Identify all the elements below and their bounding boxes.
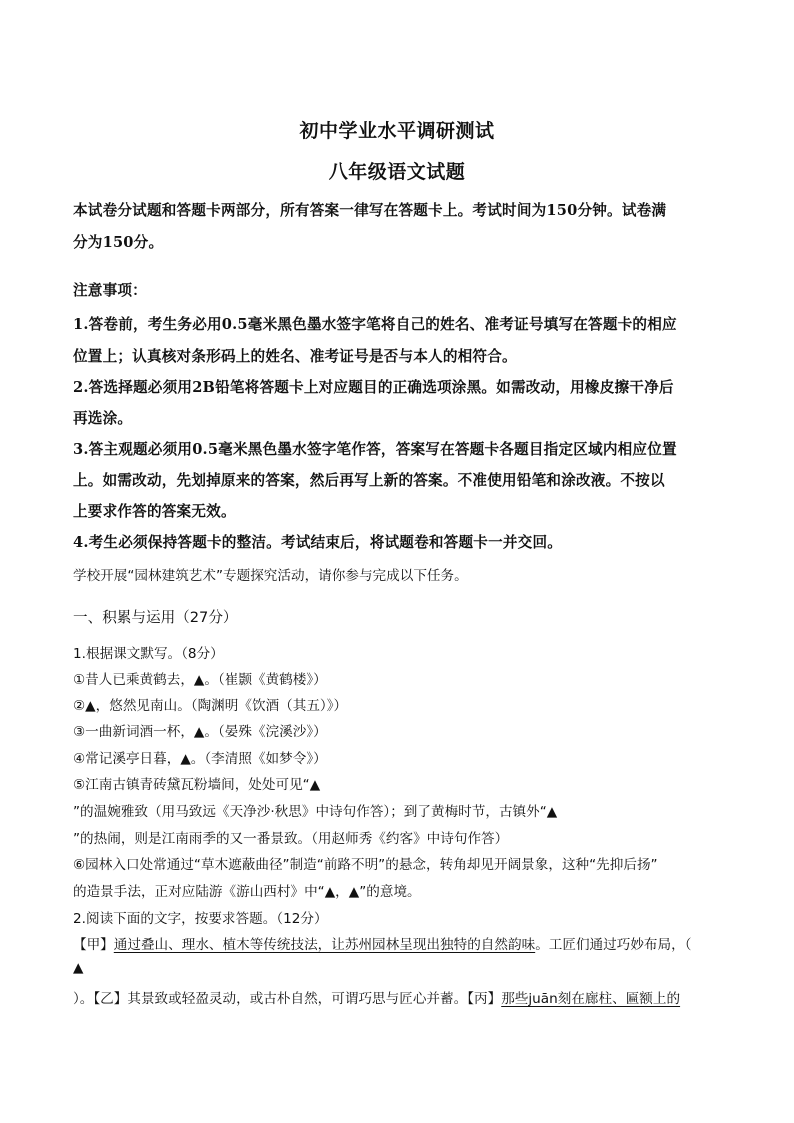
note-4: 4.考生必须保持答题卡的整洁。考试结束后，将试题卷和答题卡一并交回。 — [73, 534, 563, 551]
question-1-item-6-line-2: 的造景手法，正对应陆游《游山西村》中“▲，▲”的意境。 — [73, 884, 421, 900]
passage-underlined-sentence-jia: 通过叠山、理水、植木等传统技法，让苏州园林呈现出独特的自然韵味 — [113, 937, 536, 953]
note-3-line-3: 上要求作答的答案无效。 — [73, 503, 236, 520]
question-1-item-2: ②▲，悠然见南山。（陶渊明《饮酒（其五）》） — [73, 698, 348, 714]
note-2-line-1: 2.答选择题必须用2B铅笔将答题卡上对应题目的正确选项涂黑。如需改动，用橡皮擦干净后 — [73, 379, 674, 396]
exam-subtitle: 八年级语文试题 — [328, 161, 466, 183]
note-1-line-1: 1.答卷前，考生务必用0.5毫米黑色墨水签字笔将自己的姓名、准考证号填写在答题卡的相应 — [73, 316, 677, 333]
question-1: 1.根据课文默写。（8分） — [73, 646, 224, 662]
question-1-item-1: ①昔人已乘黄鹤去，▲。（崔颢《黄鹤楼》） — [73, 672, 327, 688]
exam-title: 初中学业水平调研测试 — [299, 120, 495, 142]
question-1-item-3: ③一曲新词酒一杯，▲。（晏殊《浣溪沙》） — [73, 724, 327, 740]
note-1-line-2: 位置上；认真核对条形码上的姓名、准考证号是否与本人的相符合。 — [73, 348, 517, 365]
notes-heading: 注意事项： — [73, 282, 147, 299]
intro-line-2: 分为150分。 — [73, 234, 164, 251]
section-1-heading: 一、积累与运用（27分） — [73, 609, 238, 626]
question-2: 2.阅读下面的文字，按要求答题。（12分） — [73, 911, 328, 927]
question-1-item-5-line-3: ”的热闹，则是江南雨季的又一番景致。（用赵师秀《约客》中诗句作答） — [73, 831, 509, 847]
passage-label-jia: 【甲】 — [73, 937, 114, 953]
note-2-line-2: 再选涂。 — [73, 410, 133, 427]
passage-line-3 — [73, 987, 723, 1007]
passage-blank-marker: ▲ — [73, 960, 84, 976]
passage-line-1-rest: 。工匠们通过巧妙布局，（ — [535, 937, 692, 953]
note-3-line-1: 3.答主观题必须用0.5毫米黑色墨水签字笔作答，答案写在答题卡各题目指定区域内相应位置 — [73, 441, 677, 458]
passage-line-1 — [73, 933, 723, 953]
question-1-item-5-line-1: ⑤江南古镇青砖黛瓦粉墙间，处处可见“▲ — [73, 777, 321, 793]
activity-intro: 学校开展“园林建筑艺术”专题探究活动，请你参与完成以下任务。 — [73, 568, 468, 584]
note-3-line-2: 上。如需改动，先划掉原来的答案，然后再写上新的答案。不准使用铅笔和涂改液。不按以 — [73, 472, 665, 489]
passage-underlined-sentence-bing: 那些juān刻在廊柱、匾额上的 — [501, 991, 681, 1007]
passage-line-3-start: ）。【乙】其景致或轻盈灵动，或古朴自然，可谓巧思与匠心并蓄。【丙】 — [73, 991, 502, 1007]
question-1-item-4: ④常记溪亭日暮，▲。（李清照《如梦令》） — [73, 751, 327, 767]
question-1-item-5-line-2: ”的温婉雅致（用马致远《天净沙·秋思》中诗句作答）；到了黄梅时节，古镇外“▲ — [73, 804, 558, 820]
intro-line-1: 本试卷分试题和答题卡两部分，所有答案一律写在答题卡上。考试时间为150分钟。试卷满 — [73, 202, 667, 219]
question-1-item-6-line-1: ⑥园林入口处常通过“草木遮蔽曲径”制造“前路不明”的悬念，转角却见开阔景象，这种“先抑后扬” — [73, 857, 658, 873]
